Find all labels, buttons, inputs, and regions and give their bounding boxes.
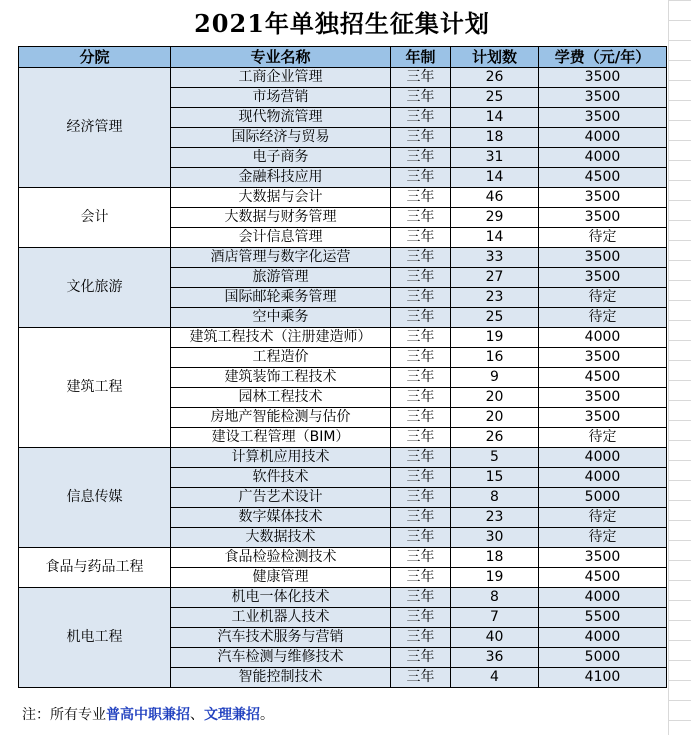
dept-cell: 信息传媒: [19, 448, 171, 548]
major-cell: 园林工程技术: [171, 388, 391, 408]
major-cell: 酒店管理与数字化运营: [171, 248, 391, 268]
years-cell: 三年: [391, 308, 451, 328]
spreadsheet-grid-edge: [668, 0, 691, 735]
years-cell: 三年: [391, 668, 451, 688]
note-highlight-1: 普高中职兼招: [106, 707, 190, 723]
table-row: [19, 188, 667, 208]
count-cell: 19: [451, 328, 539, 348]
footnote: [22, 705, 274, 725]
fee-cell: 待定: [539, 308, 667, 328]
count-cell: 26: [451, 68, 539, 88]
fee-cell: 4500: [539, 168, 667, 188]
count-cell: 25: [451, 308, 539, 328]
table-body: [19, 68, 667, 688]
header-years: 年制: [391, 47, 451, 68]
count-cell: 16: [451, 348, 539, 368]
fee-cell: 3500: [539, 388, 667, 408]
years-cell: 三年: [391, 88, 451, 108]
major-cell: 电子商务: [171, 148, 391, 168]
fee-cell: 3500: [539, 68, 667, 88]
fee-cell: 4000: [539, 468, 667, 488]
header-count: 计划数: [451, 47, 539, 68]
dept-cell: 会计: [19, 188, 171, 248]
fee-cell: 3500: [539, 108, 667, 128]
dept-cell: 建筑工程: [19, 328, 171, 448]
fee-cell: 4000: [539, 588, 667, 608]
years-cell: 三年: [391, 528, 451, 548]
fee-cell: 4000: [539, 448, 667, 468]
years-cell: 三年: [391, 68, 451, 88]
years-cell: 三年: [391, 108, 451, 128]
major-cell: 工程造价: [171, 348, 391, 368]
years-cell: 三年: [391, 368, 451, 388]
fee-cell: 待定: [539, 288, 667, 308]
count-cell: 14: [451, 168, 539, 188]
count-cell: 33: [451, 248, 539, 268]
major-cell: 软件技术: [171, 468, 391, 488]
count-cell: 23: [451, 508, 539, 528]
major-cell: 现代物流管理: [171, 108, 391, 128]
major-cell: 国际邮轮乘务管理: [171, 288, 391, 308]
years-cell: 三年: [391, 388, 451, 408]
count-cell: 14: [451, 108, 539, 128]
years-cell: 三年: [391, 448, 451, 468]
count-cell: 18: [451, 128, 539, 148]
fee-cell: 3500: [539, 408, 667, 428]
enrollment-plan-table: [18, 46, 667, 688]
major-cell: 汽车技术服务与营销: [171, 628, 391, 648]
major-cell: 大数据与财务管理: [171, 208, 391, 228]
count-cell: 25: [451, 88, 539, 108]
years-cell: 三年: [391, 548, 451, 568]
count-cell: 20: [451, 408, 539, 428]
table-row: [19, 588, 667, 608]
years-cell: 三年: [391, 168, 451, 188]
fee-cell: 待定: [539, 508, 667, 528]
note-highlight-2: 文理兼招: [204, 707, 260, 723]
count-cell: 9: [451, 368, 539, 388]
count-cell: 30: [451, 528, 539, 548]
page-title: 2021年单独招生征集计划: [194, 9, 490, 38]
major-cell: 健康管理: [171, 568, 391, 588]
count-cell: 19: [451, 568, 539, 588]
count-cell: 18: [451, 548, 539, 568]
count-cell: 23: [451, 288, 539, 308]
major-cell: 汽车检测与维修技术: [171, 648, 391, 668]
major-cell: 智能控制技术: [171, 668, 391, 688]
fee-cell: 3500: [539, 548, 667, 568]
major-cell: 大数据与会计: [171, 188, 391, 208]
count-cell: 40: [451, 628, 539, 648]
count-cell: 46: [451, 188, 539, 208]
major-cell: 建筑装饰工程技术: [171, 368, 391, 388]
major-cell: 工业机器人技术: [171, 608, 391, 628]
years-cell: 三年: [391, 228, 451, 248]
fee-cell: 4000: [539, 628, 667, 648]
count-cell: 7: [451, 608, 539, 628]
years-cell: 三年: [391, 188, 451, 208]
years-cell: 三年: [391, 628, 451, 648]
fee-cell: 4000: [539, 128, 667, 148]
count-cell: 8: [451, 488, 539, 508]
years-cell: 三年: [391, 608, 451, 628]
fee-cell: 4500: [539, 368, 667, 388]
major-cell: 会计信息管理: [171, 228, 391, 248]
major-cell: 建设工程管理（BIM）: [171, 428, 391, 448]
major-cell: 工商企业管理: [171, 68, 391, 88]
years-cell: 三年: [391, 408, 451, 428]
major-cell: 市场营销: [171, 88, 391, 108]
major-cell: 国际经济与贸易: [171, 128, 391, 148]
years-cell: 三年: [391, 348, 451, 368]
table-row: [19, 68, 667, 88]
header-major: 专业名称: [171, 47, 391, 68]
count-cell: 26: [451, 428, 539, 448]
years-cell: 三年: [391, 488, 451, 508]
fee-cell: 待定: [539, 428, 667, 448]
fee-cell: 3500: [539, 88, 667, 108]
fee-cell: 3500: [539, 348, 667, 368]
major-cell: 建筑工程技术（注册建造师）: [171, 328, 391, 348]
fee-cell: 待定: [539, 228, 667, 248]
years-cell: 三年: [391, 588, 451, 608]
dept-cell: 食品与药品工程: [19, 548, 171, 588]
fee-cell: 4500: [539, 568, 667, 588]
major-cell: 广告艺术设计: [171, 488, 391, 508]
major-cell: 食品检验检测技术: [171, 548, 391, 568]
fee-cell: 4000: [539, 148, 667, 168]
major-cell: 计算机应用技术: [171, 448, 391, 468]
years-cell: 三年: [391, 288, 451, 308]
fee-cell: 4100: [539, 668, 667, 688]
table-row: [19, 328, 667, 348]
note-separator: 、: [190, 707, 204, 723]
years-cell: 三年: [391, 468, 451, 488]
note-prefix: 注：所有专业: [22, 707, 106, 723]
table-row: [19, 248, 667, 268]
major-cell: 数字媒体技术: [171, 508, 391, 528]
fee-cell: 3500: [539, 268, 667, 288]
fee-cell: 待定: [539, 528, 667, 548]
major-cell: 金融科技应用: [171, 168, 391, 188]
years-cell: 三年: [391, 148, 451, 168]
fee-cell: 5000: [539, 648, 667, 668]
years-cell: 三年: [391, 428, 451, 448]
table-row: [19, 448, 667, 468]
major-cell: 旅游管理: [171, 268, 391, 288]
count-cell: 14: [451, 228, 539, 248]
major-cell: 大数据技术: [171, 528, 391, 548]
count-cell: 20: [451, 388, 539, 408]
count-cell: 36: [451, 648, 539, 668]
years-cell: 三年: [391, 208, 451, 228]
fee-cell: 5000: [539, 488, 667, 508]
header-dept: 分院: [19, 47, 171, 68]
count-cell: 29: [451, 208, 539, 228]
major-cell: 空中乘务: [171, 308, 391, 328]
years-cell: 三年: [391, 128, 451, 148]
dept-cell: 文化旅游: [19, 248, 171, 328]
count-cell: 5: [451, 448, 539, 468]
dept-cell: 机电工程: [19, 588, 171, 688]
years-cell: 三年: [391, 268, 451, 288]
fee-cell: 3500: [539, 188, 667, 208]
count-cell: 8: [451, 588, 539, 608]
note-suffix: 。: [260, 707, 274, 723]
fee-cell: 4000: [539, 328, 667, 348]
years-cell: 三年: [391, 648, 451, 668]
count-cell: 31: [451, 148, 539, 168]
table-row: [19, 548, 667, 568]
major-cell: 房地产智能检测与估价: [171, 408, 391, 428]
fee-cell: 5500: [539, 608, 667, 628]
fee-cell: 3500: [539, 208, 667, 228]
dept-cell: 经济管理: [19, 68, 171, 188]
years-cell: 三年: [391, 568, 451, 588]
years-cell: 三年: [391, 328, 451, 348]
count-cell: 27: [451, 268, 539, 288]
major-cell: 机电一体化技术: [171, 588, 391, 608]
years-cell: 三年: [391, 508, 451, 528]
count-cell: 4: [451, 668, 539, 688]
count-cell: 15: [451, 468, 539, 488]
header-fee: 学费（元/年）: [539, 47, 667, 68]
years-cell: 三年: [391, 248, 451, 268]
table-header-row: [19, 47, 667, 68]
fee-cell: 3500: [539, 248, 667, 268]
